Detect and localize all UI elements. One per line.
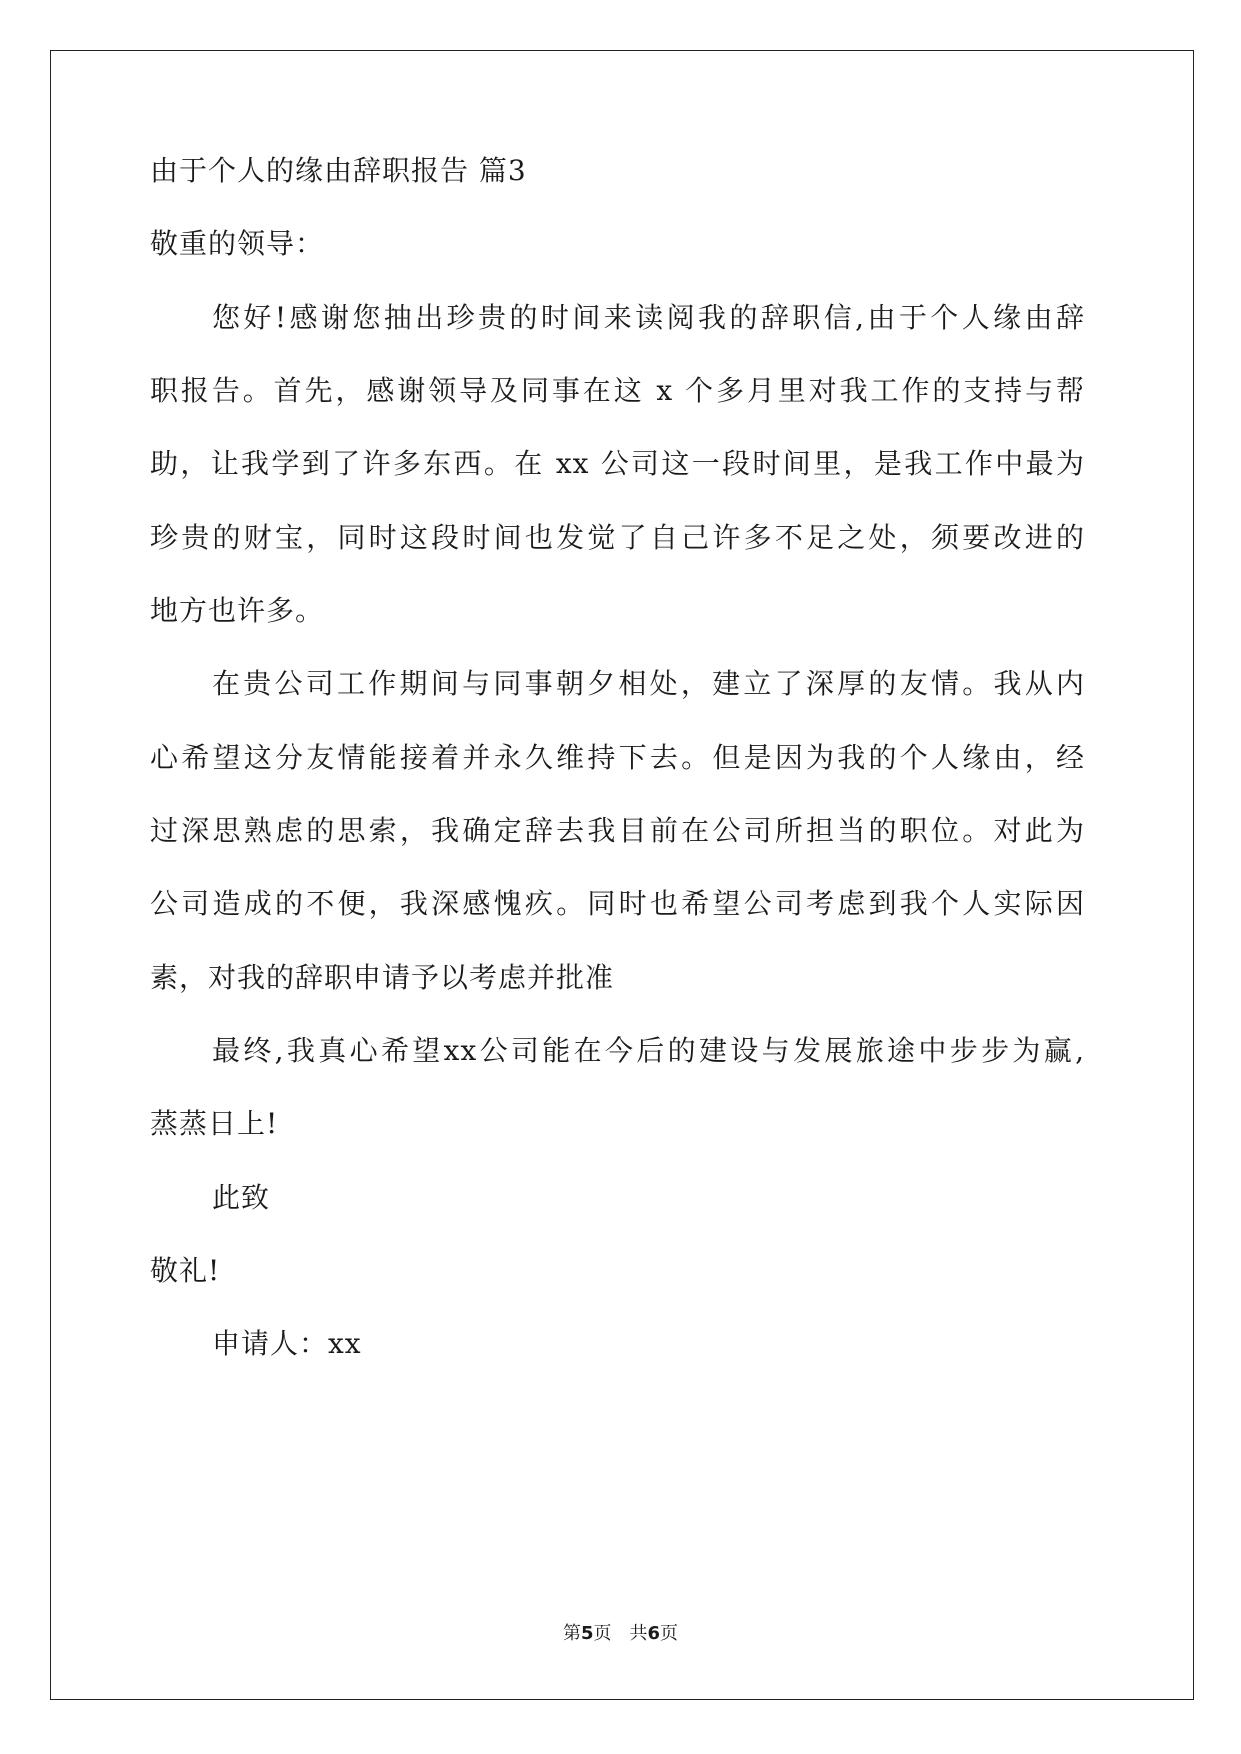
footer-prefix: 第 bbox=[562, 1623, 581, 1644]
body-line: 心希望这分友情能接着并永久维持下去。但是因为我的个人缘由，经 bbox=[150, 741, 1085, 774]
closing-phrase: 此致 bbox=[212, 1181, 271, 1214]
current-page-number: 5 bbox=[580, 1623, 594, 1644]
body-line: 过深思熟虑的思索，我确定辞去我目前在公司所担当的职位。对此为 bbox=[150, 814, 1085, 847]
closing-salute: 敬礼! bbox=[150, 1254, 221, 1287]
body-line: 公司造成的不便，我深感愧疚。同时也希望公司考虑到我个人实际因 bbox=[150, 887, 1085, 920]
body-line: 助，让我学到了许多东西。在 xx 公司这一段时间里，是我工作中最为 bbox=[150, 447, 1085, 480]
footer-suffix: 页 bbox=[660, 1623, 679, 1644]
body-line: 素，对我的辞职申请予以考虑并批准 bbox=[150, 961, 615, 994]
footer-mid: 页 共 bbox=[593, 1623, 648, 1644]
salutation: 敬重的领导： bbox=[150, 227, 325, 260]
applicant-signature: 申请人：xx bbox=[212, 1327, 362, 1360]
body-line: 蒸蒸日上! bbox=[150, 1107, 279, 1140]
page-footer bbox=[0, 1622, 1241, 1646]
page-border bbox=[50, 50, 1194, 1700]
body-line: 在贵公司工作期间与同事朝夕相处，建立了深厚的友情。我从内 bbox=[212, 667, 1085, 700]
body-line: 职报告。首先，感谢领导及同事在这 x 个多月里对我工作的支持与帮 bbox=[150, 374, 1085, 407]
body-line: 最终,我真心希望xx公司能在今后的建设与发展旅途中步步为赢, bbox=[212, 1034, 1085, 1067]
total-page-number: 6 bbox=[647, 1623, 661, 1644]
body-line: 您好!感谢您抽出珍贵的时间来读阅我的辞职信,由于个人缘由辞 bbox=[212, 301, 1085, 334]
body-line: 地方也许多。 bbox=[150, 594, 325, 627]
body-line: 珍贵的财宝，同时这段时间也发觉了自己许多不足之处，须要改进的 bbox=[150, 521, 1085, 554]
document-title: 由于个人的缘由辞职报告 篇3 bbox=[150, 154, 527, 187]
